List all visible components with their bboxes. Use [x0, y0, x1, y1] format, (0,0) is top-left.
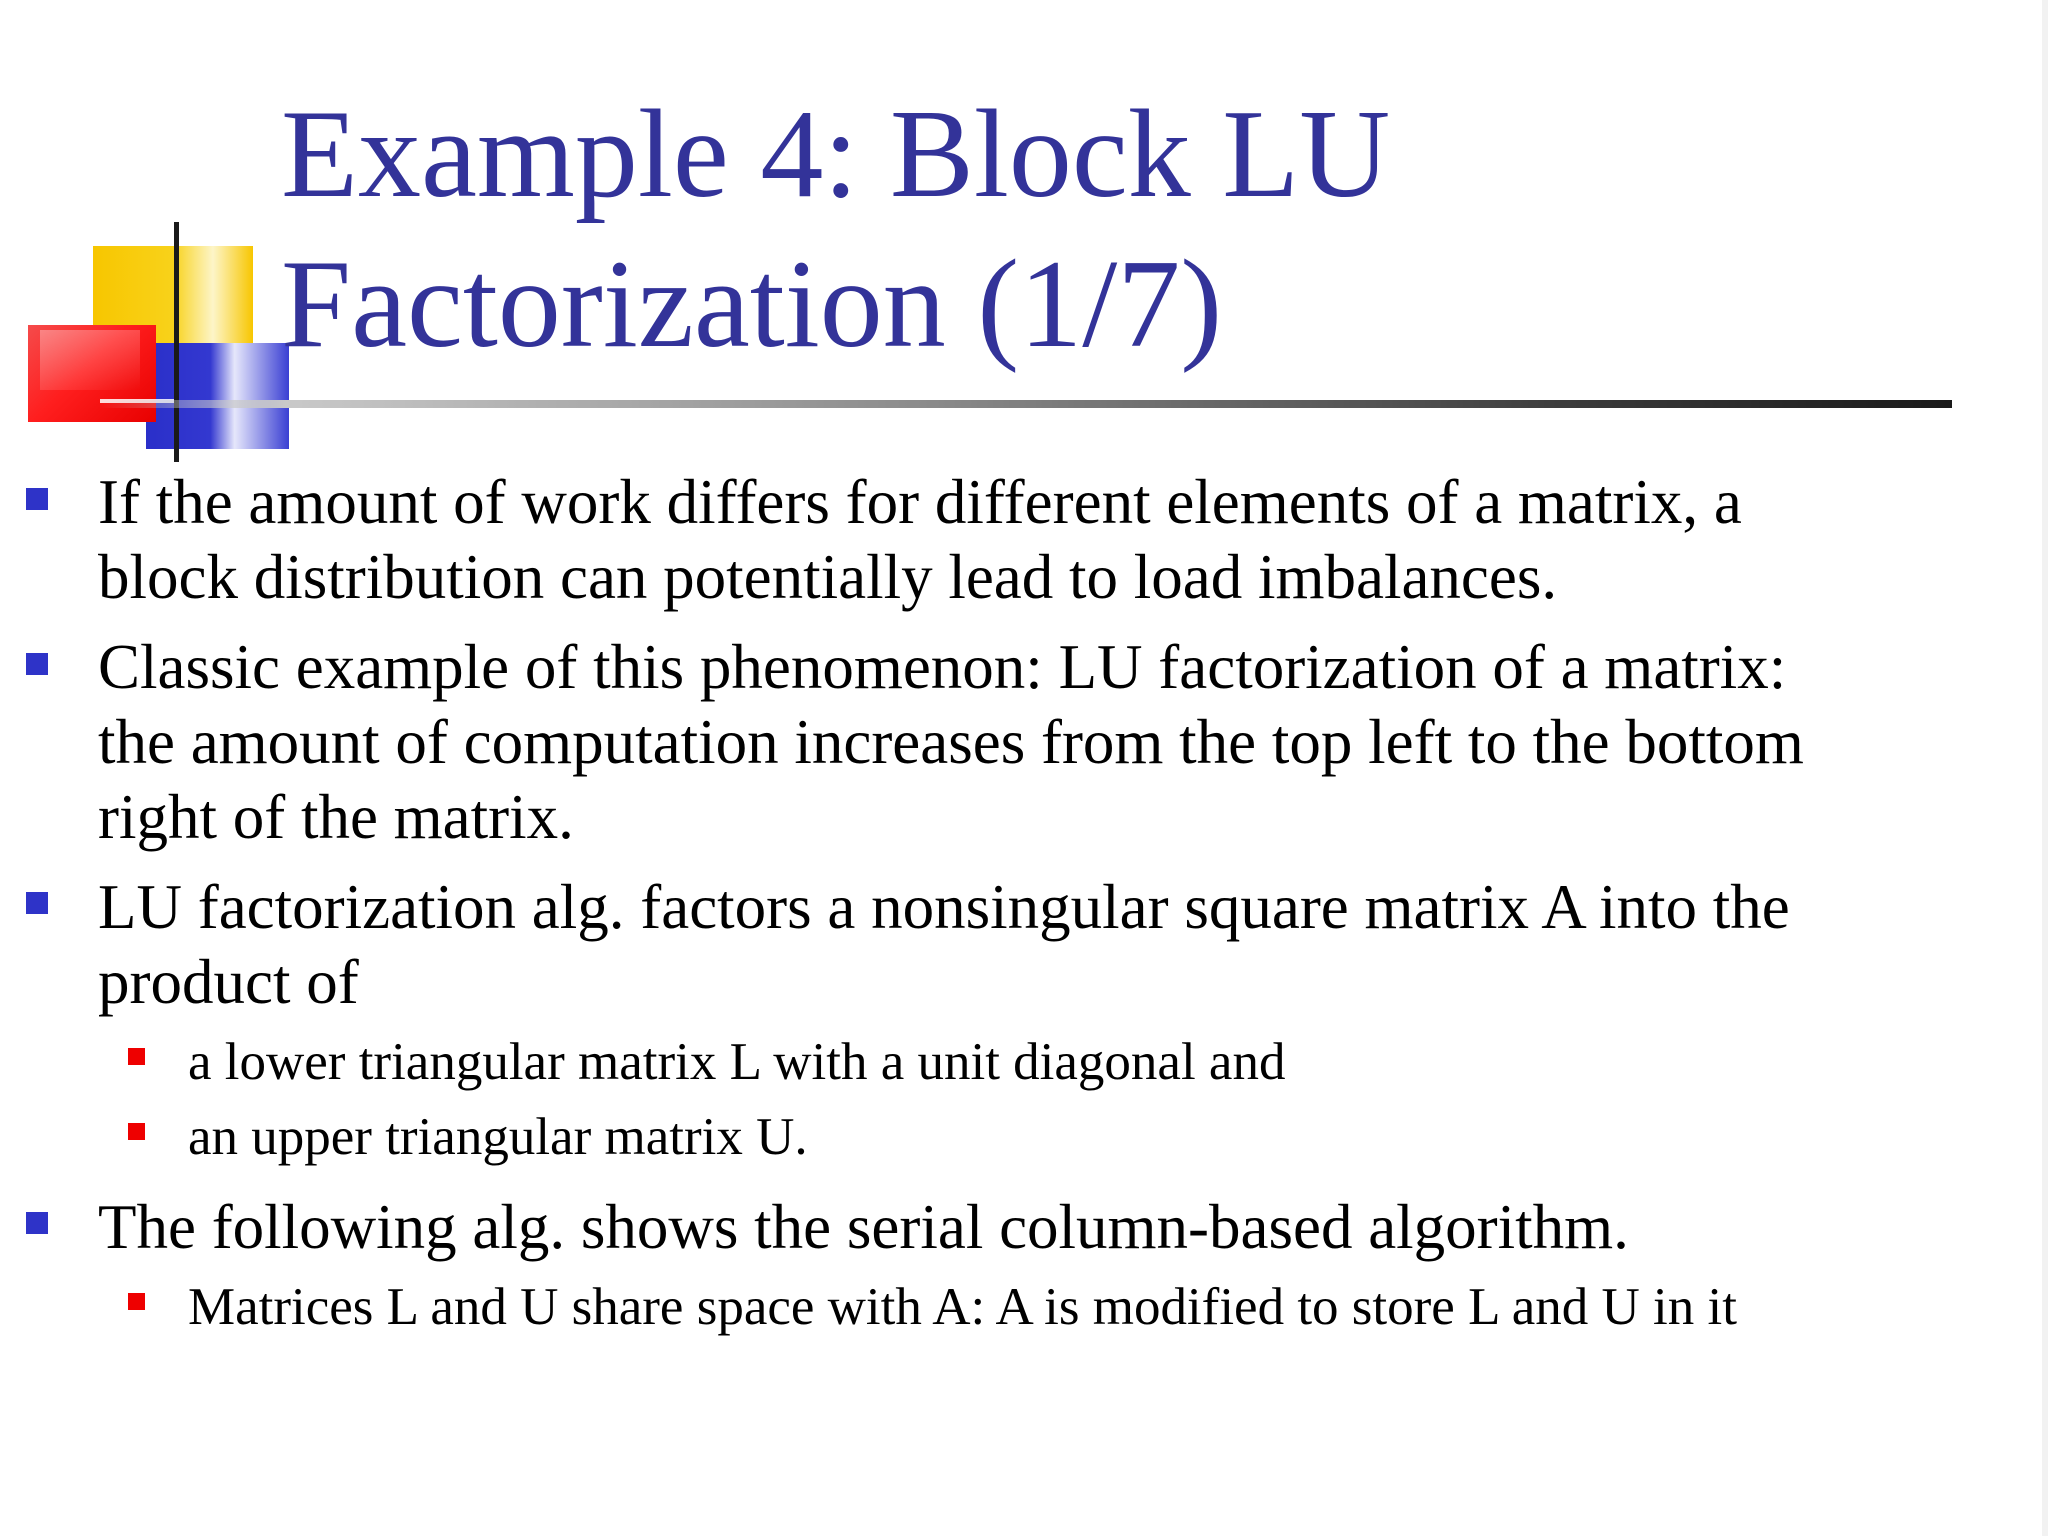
red-square-bullet-icon	[128, 1048, 145, 1065]
bullet-line: right of the matrix.	[98, 782, 574, 852]
title-underline-rule	[100, 400, 1952, 408]
red-square-highlight	[40, 330, 140, 390]
bullet-line: block distribution can potentially lead to load imbalances.	[98, 542, 1558, 612]
bullet-item	[98, 1190, 1978, 1265]
bullet-item	[98, 870, 1978, 1020]
blue-square-bullet-icon	[26, 653, 48, 675]
bullet-item	[98, 630, 1978, 855]
blue-square-icon	[146, 343, 289, 449]
bullet-line: LU factorization alg. factors a nonsingular square matrix A into the	[98, 872, 1790, 942]
blue-square-bullet-icon	[26, 488, 48, 510]
bullet-item	[98, 465, 1978, 615]
slide-edge-shadow	[2042, 0, 2048, 1536]
slide-title-line-2: Factorization (1/7)	[281, 235, 1223, 374]
bullet-line: Classic example of this phenomenon: LU factorization of a matrix:	[98, 632, 1787, 702]
red-square-bullet-icon	[128, 1293, 145, 1310]
slide-title	[281, 80, 1921, 380]
sub-bullet-item	[188, 1105, 1948, 1169]
slide-title-line-1: Example 4: Block LU	[281, 85, 1391, 224]
blue-square-bullet-icon	[26, 892, 48, 914]
bullet-line: If the amount of work differs for different elements of a matrix, a	[98, 467, 1742, 537]
red-square-bullet-icon	[128, 1123, 145, 1140]
sub-bullet-line: a lower triangular matrix L with a unit diagonal and	[188, 1033, 1286, 1091]
logo-vertical-rule	[174, 222, 179, 462]
bullet-line: The following alg. shows the serial column-based algorithm.	[98, 1192, 1629, 1262]
sub-bullet-item	[188, 1275, 1948, 1339]
sub-bullet-line: Matrices L and U share space with A: A is modified to store L and U in it	[188, 1278, 1737, 1336]
sub-bullet-line: an upper triangular matrix U.	[188, 1108, 808, 1166]
blue-square-bullet-icon	[26, 1212, 48, 1234]
sub-bullet-item	[188, 1030, 1948, 1094]
bullet-line: product of	[98, 947, 359, 1017]
bullet-line: the amount of computation increases from the top left to the bottom	[98, 707, 1804, 777]
